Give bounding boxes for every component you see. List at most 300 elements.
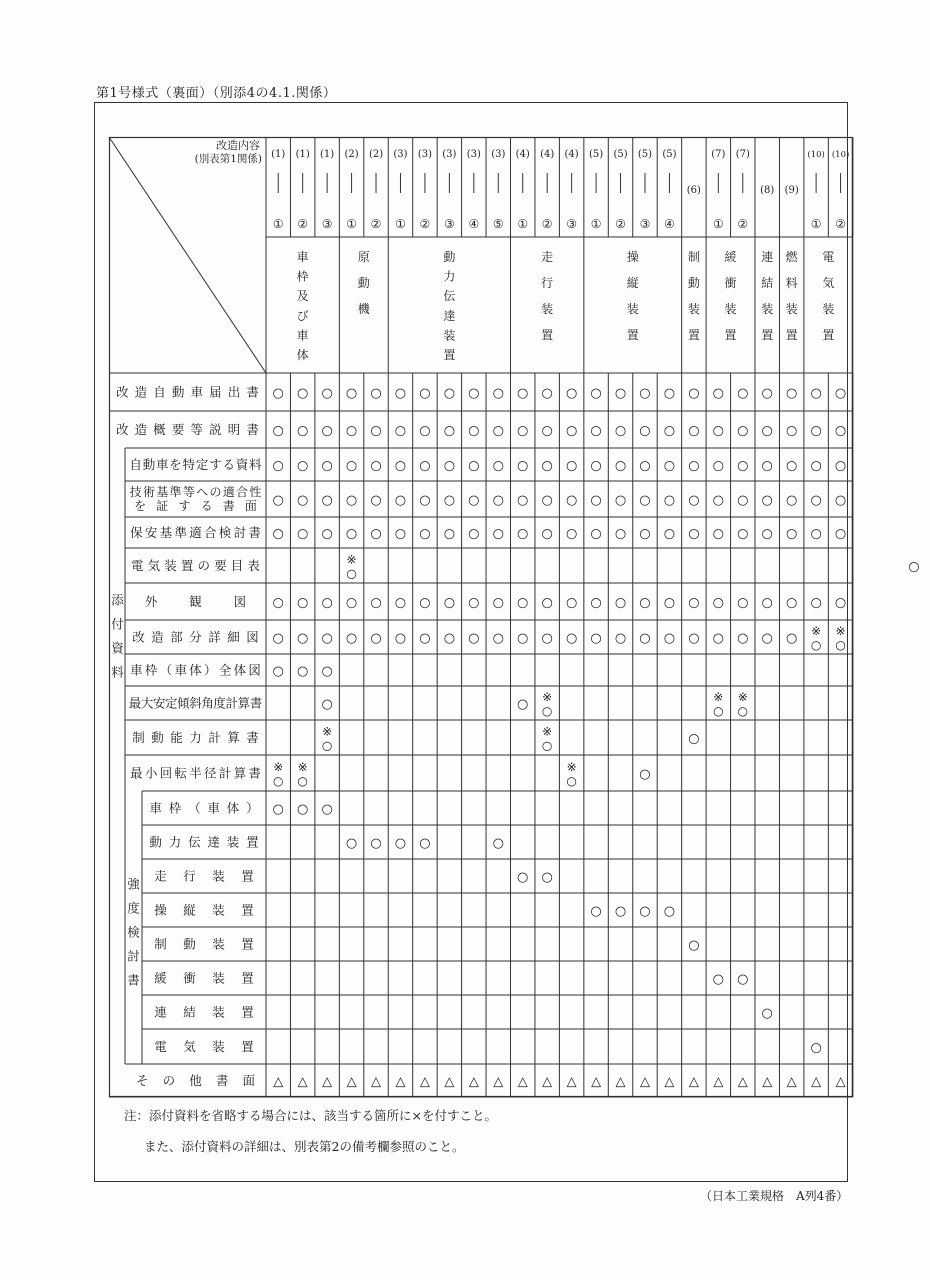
cell-mark: △ [468, 1074, 479, 1090]
cell-mark: ○ [786, 493, 798, 508]
row-label-char: 伝 [188, 834, 201, 850]
cell-mark: ○ [517, 386, 529, 401]
cell-mark: ○ [639, 767, 651, 782]
cell-note-mark: ※ [542, 724, 553, 739]
row-label-char: 半 [189, 765, 202, 781]
row-label-char: 表 [247, 558, 260, 573]
row-label-char: 書 [222, 499, 235, 513]
cell-mark: ○ [321, 526, 333, 542]
cell-mark: ○ [810, 493, 822, 508]
cell-mark: △ [493, 1074, 504, 1090]
row-label-char: 最 [128, 695, 142, 711]
cell-mark: ○ [419, 631, 431, 646]
row-label-char: 保 [130, 525, 143, 540]
row-label-char: の [209, 485, 222, 499]
cell-mark: ○ [639, 386, 651, 401]
cell-mark: ○ [712, 423, 724, 439]
row-label-char: 体 [233, 662, 247, 678]
cell-mark: ○ [443, 595, 456, 611]
row-label-char: 置 [241, 1039, 254, 1054]
cell-mark: ○ [835, 638, 846, 652]
cell-mark: ○ [590, 595, 602, 611]
column-code-sub: ② [297, 217, 309, 231]
cell-mark: ○ [688, 526, 700, 542]
cell-mark: ○ [443, 631, 456, 646]
cell-mark: △ [737, 1074, 748, 1090]
row-label-char: 気 [147, 558, 161, 573]
cell-mark: ○ [468, 423, 480, 439]
group-label-char: 置 [822, 328, 835, 342]
row-label-char: 細 [227, 629, 240, 645]
row-label-char: 改 [116, 384, 129, 400]
cell-mark: ○ [761, 423, 773, 439]
cell-mark: ○ [590, 904, 602, 919]
group-label-char: 置 [687, 328, 700, 342]
cell-mark: ○ [443, 386, 456, 401]
row-label-char: 度 [213, 695, 226, 711]
column-code: (6) [686, 185, 701, 196]
cell-mark: ○ [345, 458, 358, 474]
cell-mark: ○ [419, 526, 431, 542]
cell-note-mark: ※ [542, 690, 553, 704]
group-label-char: 置 [761, 328, 774, 342]
cell-mark: ○ [834, 386, 847, 401]
row-label-char: を [134, 499, 147, 513]
cell-mark: ○ [321, 664, 333, 679]
column-code-sub: ② [737, 217, 749, 231]
cell-mark: ○ [394, 631, 407, 646]
column-code-top: (7) [735, 149, 750, 160]
column-code-top: (10) [831, 150, 850, 160]
cell-mark: ○ [737, 631, 749, 646]
cell-mark: ○ [272, 774, 284, 788]
row-label-char: 合 [204, 525, 217, 540]
cell-mark: ○ [737, 493, 749, 508]
cell-mark: ○ [834, 526, 847, 542]
cell-mark: ○ [737, 972, 749, 987]
row-label-char: 目 [230, 558, 244, 573]
group-label-char: 車 [296, 328, 309, 343]
row-label-char: 体 [226, 800, 240, 816]
cell-mark: ○ [321, 631, 333, 646]
cell-mark: ○ [712, 631, 724, 646]
group-label-char: 置 [443, 348, 456, 362]
column-code-top: (3) [491, 149, 506, 160]
cell-mark: ○ [492, 526, 504, 542]
group-label-char: 装 [785, 302, 798, 316]
cell-mark: ○ [590, 386, 602, 401]
column-code-top: (5) [662, 149, 677, 160]
row-label-char: 置 [180, 558, 194, 573]
cell-mark: ○ [272, 458, 284, 474]
row-label-char: 装 [212, 868, 225, 884]
cell-mark: ○ [712, 493, 724, 508]
row-label-char: 準 [174, 525, 187, 540]
row-label-char: を [169, 457, 182, 472]
cell-mark: ○ [908, 559, 920, 575]
cell-mark: △ [639, 1074, 650, 1090]
cell-mark: ○ [688, 386, 700, 401]
column-code-sub: ② [835, 217, 846, 231]
cell-mark: △ [835, 1074, 846, 1090]
cell-mark: ○ [786, 458, 798, 474]
row-label-char: 証 [156, 499, 169, 513]
group-label-char: び [296, 308, 309, 323]
row-label-char: 要 [214, 558, 227, 573]
cell-mark: ○ [761, 458, 773, 474]
cell-mark: ○ [394, 458, 407, 474]
cell-mark: ○ [737, 704, 749, 718]
row-label-char: 枠 [144, 662, 158, 678]
row-label-char: ） [204, 662, 217, 678]
cell-mark: ○ [688, 423, 700, 439]
row-label-char: 算 [227, 730, 240, 745]
row-label-char: 走 [154, 868, 167, 884]
row-label-char: 動 [151, 730, 164, 745]
cell-mark: ○ [663, 526, 676, 542]
attachments-label-char: 料 [111, 664, 124, 680]
cell-mark: ○ [834, 595, 847, 611]
cell-mark: ○ [565, 493, 578, 508]
cell-mark: △ [419, 1074, 430, 1090]
cell-mark: ○ [639, 493, 651, 508]
cell-mark: ○ [614, 423, 627, 439]
cell-mark: ○ [834, 423, 847, 439]
cell-mark: ○ [541, 738, 553, 753]
cell-mark: ○ [565, 526, 578, 542]
cell-mark: ○ [712, 972, 724, 987]
cell-mark: △ [273, 1074, 284, 1090]
cell-mark: ○ [468, 458, 480, 474]
cell-mark: ○ [272, 631, 284, 646]
cell-note-mark: ※ [346, 552, 357, 567]
cell-mark: ○ [394, 526, 407, 542]
row-label-char: 制 [154, 936, 167, 952]
cell-mark: ○ [688, 595, 700, 611]
cell-mark: ○ [614, 631, 627, 646]
row-label-char: 改 [132, 629, 145, 645]
cell-mark: ○ [321, 738, 333, 753]
row-label-char: 緩 [154, 970, 167, 986]
group-label-char: 体 [296, 348, 309, 362]
row-label-char: 自 [153, 384, 166, 400]
cell-mark: ○ [321, 458, 333, 474]
cell-mark: ○ [394, 386, 407, 401]
row-label-char: 書 [248, 525, 261, 540]
row-label-char: 角 [201, 695, 214, 711]
row-label-char: 書 [249, 695, 263, 711]
cell-mark: ○ [370, 386, 382, 401]
row-label-char: 面 [242, 1073, 255, 1088]
cell-mark: ○ [614, 458, 627, 474]
cell-mark: △ [444, 1074, 455, 1090]
group-label-char: 置 [541, 328, 554, 342]
row-label-char: 衝 [183, 970, 196, 986]
row-label-char: 書 [246, 422, 259, 437]
cell-mark: ○ [297, 802, 309, 817]
row-label-char: 安 [144, 525, 158, 540]
cell-mark: ○ [370, 631, 382, 646]
row-label-char: 縦 [183, 902, 196, 918]
cell-mark: ○ [786, 631, 798, 646]
column-code-sub: ② [419, 217, 431, 231]
column-code-sub: ④ [664, 217, 675, 231]
cell-mark: ○ [443, 493, 456, 508]
cell-mark: ○ [541, 458, 553, 474]
cell-mark: ○ [345, 423, 358, 439]
row-label-char: 図 [248, 662, 261, 678]
group-label-char: 達 [443, 308, 456, 323]
cell-mark: ○ [321, 386, 333, 401]
row-label-char: 装 [212, 970, 225, 986]
cell-mark: △ [688, 1074, 699, 1090]
row-label-char: 装 [164, 558, 177, 573]
row-label-char: の [162, 1073, 176, 1088]
row-label-char: 大 [140, 695, 154, 711]
row-label-char: 最 [130, 765, 143, 781]
cell-mark: △ [566, 1074, 577, 1090]
cell-mark: ○ [688, 631, 700, 646]
cell-mark: ○ [663, 595, 676, 611]
cell-mark: ○ [663, 493, 676, 508]
row-label-char: 部 [170, 629, 183, 645]
group-label-char: 装 [626, 302, 639, 316]
strength-label-char: 検 [127, 924, 140, 940]
cell-mark: ○ [345, 631, 358, 646]
strength-label-char: 討 [127, 948, 140, 964]
cell-mark: ○ [272, 423, 284, 439]
cell-mark: ○ [761, 493, 773, 508]
group-label-char: 及 [296, 289, 309, 304]
cell-mark: ○ [443, 526, 456, 542]
cell-note-mark: ※ [835, 624, 846, 638]
cell-mark: ○ [541, 631, 553, 646]
cell-mark: ○ [321, 595, 333, 611]
cell-mark: ○ [297, 526, 309, 542]
cell-mark: ○ [639, 631, 651, 646]
row-label-char: （ [188, 800, 201, 816]
cell-mark: ○ [272, 493, 284, 508]
cell-mark: ○ [712, 595, 724, 611]
row-label-char: 図 [246, 629, 259, 645]
group-label-char: 装 [822, 302, 835, 316]
row-label-char: 全 [218, 662, 232, 678]
column-code-top: (4) [540, 149, 555, 160]
cell-mark: ○ [565, 458, 578, 474]
strength-label-char: 書 [127, 972, 140, 988]
cell-mark: △ [297, 1074, 308, 1090]
row-label-char: 術 [142, 485, 155, 499]
cell-mark: ○ [614, 526, 627, 542]
cell-mark: ○ [541, 386, 553, 401]
row-label-char: 装 [226, 834, 240, 850]
cell-mark: ○ [737, 526, 749, 542]
cell-mark: ○ [492, 493, 504, 508]
corner-label: 改造内容 [216, 139, 260, 152]
row-label-char: 基 [156, 485, 169, 499]
cell-mark: ○ [663, 458, 676, 474]
row-label-char: 改 [116, 422, 129, 437]
cell-mark: △ [811, 1074, 822, 1090]
cell-mark: ○ [541, 870, 553, 885]
column-code-top: (10) [807, 150, 825, 160]
row-label-char: 装 [212, 1039, 225, 1054]
row-label-char: 外 [144, 594, 158, 609]
row-label-char: 造 [134, 422, 148, 437]
group-label-char: 置 [724, 328, 737, 342]
group-label-char: 装 [724, 302, 737, 316]
group-label-char: 動 [357, 276, 370, 290]
column-code-sub: ⑤ [492, 217, 504, 231]
group-label-char: 車 [296, 250, 309, 264]
cell-mark: ○ [492, 836, 504, 851]
column-code-top: (1) [271, 149, 286, 160]
corner-sublabel: (別表第1関係) [194, 153, 262, 165]
cell-mark: ○ [468, 631, 480, 646]
cell-mark: ○ [566, 774, 577, 788]
row-label-char: 性 [249, 485, 262, 499]
column-code-sub: ② [615, 217, 626, 231]
column-code-top: (4) [515, 149, 530, 160]
cell-mark: ○ [614, 595, 627, 611]
cell-mark: ○ [712, 458, 724, 474]
attachments-label-char: 添 [111, 592, 124, 608]
cell-mark: ○ [297, 493, 309, 508]
column-code-sub: ② [370, 217, 382, 231]
cell-mark: ○ [321, 802, 333, 817]
cell-mark: ○ [761, 631, 773, 646]
cell-mark: ○ [272, 664, 284, 679]
row-label-char: 斜 [189, 695, 202, 711]
column-code-sub: ① [810, 217, 822, 231]
row-label-char: 書 [246, 384, 259, 400]
row-label-char: 計 [218, 765, 232, 781]
cell-mark: ○ [321, 493, 333, 508]
group-label-char: 力 [443, 269, 456, 284]
column-code-top: (3) [466, 149, 481, 160]
column-code: (9) [784, 185, 799, 196]
group-label-char: 伝 [443, 289, 456, 304]
row-label-char: 造 [134, 384, 148, 400]
row-label-char: 装 [212, 1004, 225, 1020]
row-label-char: 他 [189, 1073, 202, 1088]
row-label-char: 装 [212, 936, 225, 952]
row-label-char: 準 [169, 485, 182, 499]
cell-mark: ○ [370, 493, 382, 508]
cell-mark: ○ [712, 526, 724, 542]
group-label-char: 動 [443, 250, 456, 264]
row-label-char: 能 [170, 730, 183, 745]
cell-mark: ○ [688, 731, 700, 747]
cell-mark: ○ [492, 423, 504, 439]
group-label-char: 気 [822, 276, 835, 290]
cell-mark: ○ [810, 458, 822, 474]
column-code-sub: ① [346, 217, 357, 231]
row-label-char: 定 [195, 457, 209, 472]
column-code-top: (1) [320, 149, 335, 160]
row-label-char: 枠 [168, 800, 182, 816]
cell-mark: ○ [713, 704, 724, 718]
column-code-sub: ③ [566, 217, 578, 231]
row-label-char: 動 [149, 834, 162, 850]
column-code-top: (2) [344, 149, 359, 160]
cell-mark: ○ [541, 704, 553, 718]
cell-mark: △ [517, 1074, 528, 1090]
row-label-char: 車 [155, 457, 169, 472]
column-code-sub: ① [712, 217, 724, 231]
row-label-char: 径 [204, 765, 217, 781]
row-label-char: 造 [151, 629, 164, 645]
row-label-char: 明 [227, 422, 241, 437]
table-border [110, 138, 853, 1097]
row-label-char: 力 [168, 834, 182, 850]
cell-mark: ○ [517, 595, 529, 611]
cell-mark: ○ [297, 458, 309, 474]
cell-mark: ○ [810, 386, 822, 401]
cell-mark: ○ [565, 595, 578, 611]
row-label-char: 基 [159, 525, 173, 540]
column-code-sub: ② [541, 217, 553, 231]
row-label-char: 料 [249, 457, 262, 472]
row-label-char: 討 [233, 525, 247, 540]
cell-mark: △ [346, 1074, 357, 1090]
cell-mark: ○ [297, 774, 308, 788]
column-code-top: (5) [637, 149, 653, 160]
cell-mark: ○ [810, 1040, 822, 1056]
cell-mark: ○ [370, 836, 382, 851]
cell-mark: ○ [345, 386, 358, 401]
cell-mark: ○ [761, 1006, 773, 1021]
column-code-sub: ① [590, 217, 602, 231]
strength-label-char: 強 [127, 876, 140, 892]
cell-mark: △ [786, 1074, 797, 1090]
group-label-char: 縦 [626, 276, 639, 290]
column-code-sub: ① [395, 217, 406, 231]
row-label-char: 達 [207, 834, 220, 850]
cell-mark: ○ [614, 386, 627, 401]
column-code-sub: ① [272, 217, 284, 231]
row-label-char: 小 [144, 765, 158, 781]
group-label-char: 料 [785, 276, 798, 290]
form-title: 第1号様式（裏面）（別添4の4.1.関係） [96, 86, 337, 101]
cell-note-mark: ※ [297, 760, 308, 774]
cell-mark: ○ [492, 386, 504, 401]
row-label-char: 車 [207, 800, 220, 816]
row-label-char: す [178, 499, 191, 513]
column-code-top: (5) [588, 149, 604, 160]
row-label-char: る [200, 499, 213, 513]
cell-mark: ○ [737, 386, 749, 401]
row-label-char: 分 [189, 629, 202, 645]
cell-mark: ○ [541, 526, 553, 542]
cell-mark: ○ [663, 423, 676, 439]
row-label-char: 置 [241, 868, 254, 884]
cell-mark: △ [713, 1074, 724, 1090]
column-code-top: (3) [442, 149, 457, 160]
group-label-char: 動 [687, 276, 700, 290]
cell-mark: ○ [663, 631, 676, 646]
row-label-char: 出 [227, 384, 241, 400]
cell-mark: ○ [688, 938, 700, 953]
row-label-char: 気 [183, 1039, 196, 1054]
row-label-char: 転 [174, 765, 187, 781]
cell-mark: ○ [517, 697, 529, 712]
cell-mark: ○ [419, 386, 431, 401]
cell-mark: ○ [297, 386, 309, 401]
cell-mark: ○ [297, 631, 309, 646]
note-detail: また、添付資料の詳細は、別表第2の備考欄参照のこと。 [144, 1139, 465, 1154]
cell-mark: ○ [761, 526, 773, 542]
